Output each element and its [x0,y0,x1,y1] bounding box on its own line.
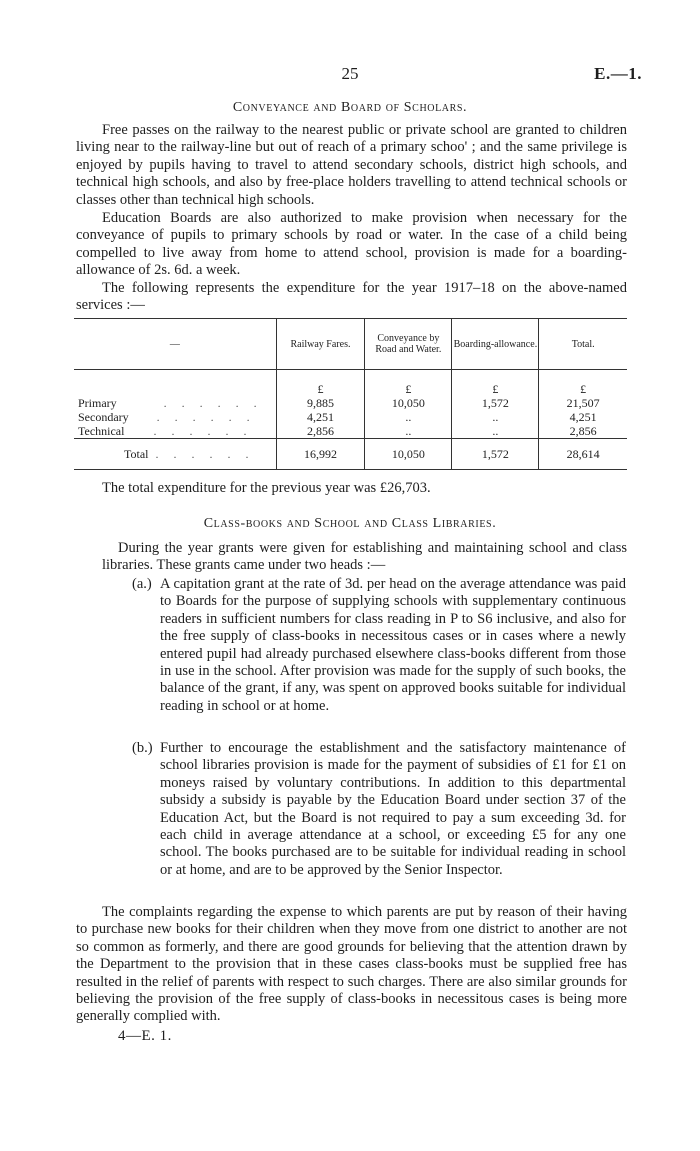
paragraph-free-passes: Free passes on the railway to the nearest public or private school are granted to children living near to the railway-line but out of reach of a primary schoo' ; and the same privilege is enjoyed by pupils having to travel to attend secondary schools, district high schools, and technical high schools, and also by free-place holders travelling to attend technical schools or classes other than technical high schools. [76,122,627,208]
document-reference: E.—1. [594,64,642,83]
cell-railway: 4,251 [276,410,365,424]
cell-boarding: 1,572 [452,396,539,410]
row-label: Technical [78,424,125,438]
paragraph-libraries-intro: During the year grants were given for establishing and maintaining school and class libraries. These grants came under two heads :— [102,540,627,574]
row-leader: . . . . . . [153,424,253,438]
paragraph-conveyance: Education Boards are also authorized to make provision when necessary for the conveyance of pupils to primary schools by road or water. In the case of a child being compelled to live away from home to attend school, provision is made for a boarding-allowance of 2s. 6d. a week. [76,210,627,279]
item-b-text: Further to encourage the establishment and the satisfactory maintenance of school libraries provision is made for the payment of subsidies of £1 for £1 on moneys raised by voluntary contributions. In addition to this departmental subsidy a subsidy is payable by the Education Board under section 37 of the Education Act, but the Board is not required to pay a sum exceeding 3d. for each child in average attendance at a school, or exceeding £5 for any one school. The books purchased are to be suitable for individual reading in school or at home, and are to be approved by the Senior Inspector. [160,740,626,878]
cell-total: 4,251 [539,410,627,424]
table-header-total: Total. [539,319,627,370]
table-row [74,396,627,410]
section-heading-class-books: Class-books and School and Class Libraries. [203,516,497,531]
unit-conveyance: £ [365,370,452,397]
cell-conveyance: .. [365,410,452,424]
expenditure-table [74,318,627,470]
section-heading-conveyance: Conveyance and Board of Scholars. [232,100,468,115]
table-header-conveyance: Conveyance by Road and Water. [365,319,452,370]
row-leader: . . . . . . [156,410,256,424]
cell-conveyance: .. [365,424,452,439]
cell-railway: 9,885 [276,396,365,410]
unit-boarding: £ [452,370,539,397]
total-railway: 16,992 [276,439,365,470]
table-header-boarding: Boarding-allowance. [452,319,539,370]
table-header-railway: Railway Fares. [276,319,365,370]
page-footer-signature: 4—E. 1. [118,1028,172,1044]
total-boarding: 1,572 [452,439,539,470]
table-row [74,410,627,424]
total-conveyance: 10,050 [365,439,452,470]
total-total: 28,614 [539,439,627,470]
row-label: Secondary [78,410,129,424]
page-number: 25 [341,64,359,83]
cell-boarding: .. [452,424,539,439]
cell-total: 2,856 [539,424,627,439]
cell-conveyance: 10,050 [365,396,452,410]
cell-total: 21,507 [539,396,627,410]
unit-railway: £ [276,370,365,397]
paragraph-previous-year: The total expenditure for the previous year was £26,703. [102,480,431,496]
list-item-a [132,576,626,715]
unit-total: £ [539,370,627,397]
list-item-b [132,740,626,879]
paragraph-complaints: The complaints regarding the expense to which parents are put by reason of their having to purchase new books for their children when they move from one district to another are not so common as formerly, and there are good grounds for believing that the attention drawn by the Department to the provision that in these cases class-books must be supplied free has resulted in the relief of parents with respect to such charges. There are also similar grounds for believing the provision of the free supply of class-books in necessitous cases is being more generally complied with. [76,904,627,1025]
total-leader: . . . . . . [155,447,255,461]
table-header-row [74,319,627,370]
row-leader: . . . . . . [163,396,263,410]
cell-boarding: .. [452,410,539,424]
table-units-row [74,370,627,397]
table-row [74,424,627,439]
total-label: Total [124,447,149,461]
item-a-text: A capitation grant at the rate of 3d. per head on the average attendance was paid to Boards for the purpose of supplying schools with supplementary continuous readers in sufficient numbers for class reading in P to S6 inclusive, and also for the free supply of class-books in necessitous cases or in cases where a newly entered pupil had already purchased elsewhere class-books different from those in use in the school. After provision was made for the supply of such books, the balance of the grant, if any, was spent on approved books suitable for individual reading in school or at home. [160,576,626,714]
item-b-marker: (b.) [132,740,153,756]
item-a-marker: (a.) [132,576,152,592]
table-header-blank: — [74,319,276,370]
row-label: Primary [78,396,117,410]
table-total-row [74,439,627,470]
cell-railway: 2,856 [276,424,365,439]
paragraph-expenditure-intro: The following represents the expenditure for the year 1917–18 on the above-named services :— [76,280,627,314]
